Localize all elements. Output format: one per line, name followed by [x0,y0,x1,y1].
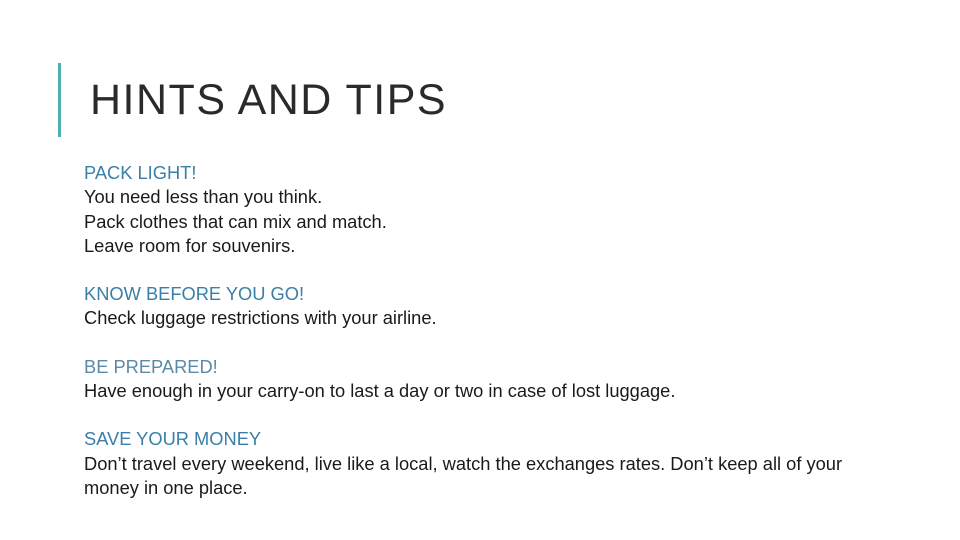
tip-line: Don’t travel every weekend, live like a local, watch the exchanges rates. Don’t keep all of your money in one place. [84,452,843,498]
tip-line: Pack clothes that can mix and match. [84,210,387,232]
tip-line: Leave room for souvenirs. [84,234,296,256]
tip-line: You need less than you think. [84,186,323,208]
tip-section-save-money [84,427,884,500]
tips-content [84,161,884,524]
tip-heading: PACK LIGHT! [84,162,197,183]
tip-line: Have enough in your carry-on to last a day or two in case of lost luggage. [84,380,676,402]
title-accent-bar [58,63,61,137]
tip-heading: BE PREPARED! [84,355,218,377]
tip-heading: SAVE YOUR MONEY [84,428,262,450]
tip-heading: KNOW BEFORE YOU GO! [84,283,305,305]
tip-line: Check luggage restrictions with your airline. [84,307,437,329]
tip-section-pack-light [84,161,884,258]
tip-section-be-prepared [84,355,884,404]
slide-title: HINTS AND TIPS [90,76,448,124]
tip-section-know-before [84,282,884,331]
